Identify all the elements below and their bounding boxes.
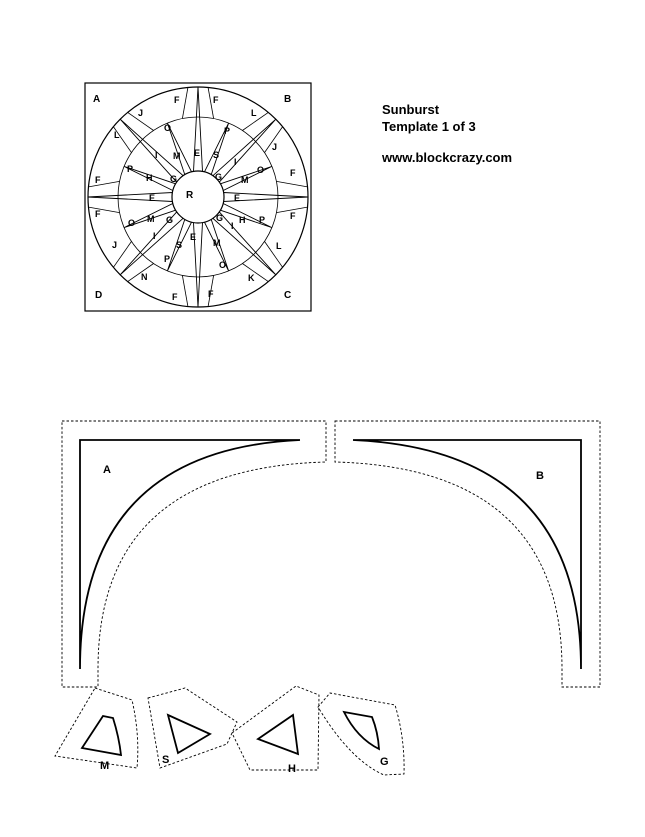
piece-label: J xyxy=(138,108,144,118)
ring-seam-line xyxy=(182,88,188,119)
piece-b-sew-line xyxy=(353,440,581,669)
piece-label: J xyxy=(272,142,278,152)
piece-label: N xyxy=(141,272,148,282)
piece-label: G xyxy=(170,174,178,184)
piece-label: M xyxy=(213,238,221,248)
piece-label: L xyxy=(114,130,120,140)
piece-label: M xyxy=(241,175,249,185)
piece-label: G xyxy=(216,213,224,223)
piece-label: E xyxy=(149,193,156,203)
long-star-ray xyxy=(213,119,276,182)
piece-label: H xyxy=(146,173,153,183)
ring-seam-line xyxy=(277,181,308,187)
piece-label: O xyxy=(219,260,227,270)
piece-label: F xyxy=(290,211,296,221)
block-diagram xyxy=(85,83,311,311)
piece-label: F xyxy=(172,292,178,302)
piece-label: F xyxy=(95,209,101,219)
piece-label: M xyxy=(173,151,181,161)
ring-seam-line xyxy=(182,276,188,307)
corner-label-d: D xyxy=(95,290,103,301)
piece-label: J xyxy=(112,240,118,250)
website-url: www.blockcrazy.com xyxy=(382,150,513,165)
piece-label: P xyxy=(224,126,231,136)
piece-label: G xyxy=(166,215,174,225)
piece-label: S xyxy=(213,150,220,160)
piece-label: E xyxy=(234,193,241,203)
long-star-ray xyxy=(88,193,172,202)
piece-a-label: A xyxy=(103,464,111,476)
ring-seam-line xyxy=(89,181,120,187)
piece-label: L xyxy=(276,241,282,251)
pattern-title: Sunburst xyxy=(382,102,440,117)
ring-seam-line xyxy=(89,207,120,213)
piece-label: H xyxy=(239,215,246,225)
piece-label: K xyxy=(248,273,255,283)
template-pieces-large xyxy=(62,421,600,687)
piece-label: I xyxy=(153,231,156,241)
piece-label: P xyxy=(259,215,266,225)
template-pieces-small xyxy=(55,686,404,775)
piece-label: F xyxy=(213,95,219,105)
corner-label-a: A xyxy=(93,94,101,105)
piece-m-sew-line xyxy=(82,716,121,755)
piece-label: S xyxy=(176,240,183,250)
piece-g-sew-line xyxy=(344,712,379,749)
piece-label: G xyxy=(215,172,223,182)
piece-label: P xyxy=(127,164,134,174)
piece-label: O xyxy=(164,123,172,133)
piece-label: F xyxy=(208,289,214,299)
piece-label: F xyxy=(174,95,180,105)
piece-label: L xyxy=(251,108,257,118)
piece-h-sew-line xyxy=(258,715,298,754)
piece-label: M xyxy=(147,214,155,224)
piece-m-label: M xyxy=(100,760,110,772)
corner-label-c: C xyxy=(284,290,292,301)
piece-label: P xyxy=(164,254,171,264)
corner-label-b: B xyxy=(284,94,292,105)
piece-label: E xyxy=(190,232,197,242)
piece-label: F xyxy=(290,168,296,178)
piece-label: O xyxy=(257,165,265,175)
piece-label: F xyxy=(95,175,101,185)
piece-label: E xyxy=(194,148,201,158)
center-label: R xyxy=(186,190,194,201)
template-number: Template 1 of 3 xyxy=(382,119,476,134)
piece-label: I xyxy=(155,150,158,160)
long-star-ray xyxy=(194,87,203,171)
piece-label: I xyxy=(234,157,237,167)
piece-s-label: S xyxy=(162,754,170,766)
piece-s-sew-line xyxy=(168,715,210,753)
piece-g-cut-line xyxy=(318,693,404,775)
piece-label: I xyxy=(231,221,234,231)
piece-b-label: B xyxy=(536,470,544,482)
piece-a-sew-line xyxy=(80,440,300,669)
piece-h-label: H xyxy=(288,763,296,775)
piece-label: O xyxy=(128,218,136,228)
ring-seam-line xyxy=(242,264,268,282)
piece-m-cut-line xyxy=(55,688,138,768)
piece-g-label: G xyxy=(380,756,389,768)
